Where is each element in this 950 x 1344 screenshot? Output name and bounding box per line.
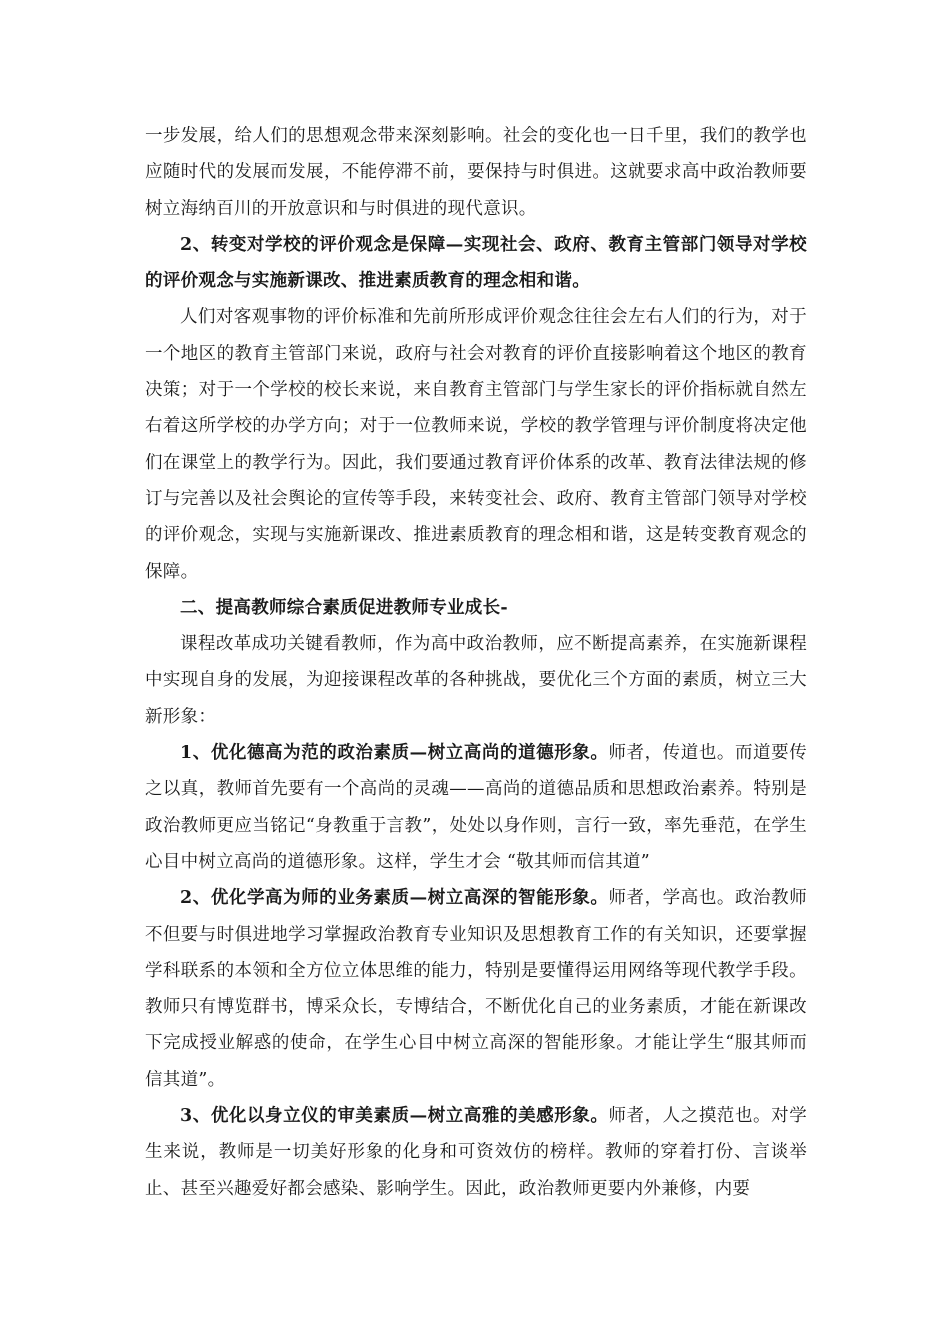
paragraph-text: 一步发展，给人们的思想观念带来深刻影响。社会的变化也一日千里，我们的教学也应随时代的发展而发展，不能停滞不前，要保持与时俱进。这就要求高中政治教师要树立海纳百川的开放意识和与时俱进的现代意识。 bbox=[145, 126, 807, 219]
section-heading-text: 二、提高教师综合素质促进教师专业成长- bbox=[180, 597, 508, 618]
section-heading-two bbox=[145, 590, 807, 626]
paragraph-lead: 2、优化学高为师的业务素质—树立高深的智能形象。 bbox=[180, 888, 609, 909]
paragraph-professional-quality bbox=[145, 880, 807, 1098]
paragraph-text: 师者，人之摸范也。对学生来说，教师是一切美好形象的化身和可资效仿的榜样。教师的穿着打份、言谈举止、甚至兴趣爱好都会感染、影响学生。因此，政治教师更要内外兼修，内要 bbox=[145, 1106, 807, 1199]
paragraph-evaluation bbox=[145, 299, 807, 589]
paragraph-subheading-2 bbox=[145, 227, 807, 300]
document-body bbox=[145, 118, 807, 1207]
paragraph-text: 师者，学高也。政治教师不但要与时俱进地学习掌握政治教育专业知识及思想教育工作的有关知识，还要掌握学科联系的本领和全方位立体思维的能力，特别是要懂得运用网络等现代教学手段。教师只有博览群书，博采众长，专博结合，不断优化自己的业务素质，才能在新课改下完成授业解惑的使命，在学生心目中树立高深的智能形象。才能让学生“服其师而信其道”。 bbox=[145, 888, 807, 1090]
paragraph-moral-quality bbox=[145, 735, 807, 880]
paragraph-text: 师者，传道也。而道要传之以真，教师首先要有一个高尚的灵魂——高尚的道德品质和思想政治素养。特别是政治教师更应当铭记“身教重于言教”，处处以身作则，言行一致，率先垂范，在学生心目中树立高尚的道德形象。这样，学生才会 “敬其师而信其道” bbox=[145, 743, 807, 872]
paragraph-lead: 3、优化以身立仪的审美素质—树立高雅的美感形象。 bbox=[180, 1106, 609, 1127]
subheading-text: 2、转变对学校的评价观念是保障—实现社会、政府、教育主管部门领导对学校的评价观念与实施新课改、推进素质教育的理念相和谐。 bbox=[145, 234, 807, 292]
paragraph-lead: 1、优化德高为范的政治素质—树立高尚的道德形象。 bbox=[180, 743, 609, 764]
paragraph-curriculum-reform bbox=[145, 626, 807, 735]
paragraph-text: 人们对客观事物的评价标准和先前所形成评价观念往往会左右人们的行为，对于一个地区的教育主管部门来说，政府与社会对教育的评价直接影响着这个地区的教育决策；对于一个学校的校长来说，来自教育主管部门与学生家长的评价指标就自然左右着这所学校的办学方向；对于一位教师来说，学校的教学管理与评价制度将决定他们在课堂上的教学行为。因此，我们要通过教育评价体系的改革、教育法律法规的修订与完善以及社会舆论的宣传等手段，来转变社会、政府、教育主管部门领导对学校的评价观念，实现与实施新课改、推进素质教育的理念相和谐，这是转变教育观念的保障。 bbox=[145, 307, 807, 582]
paragraph-text: 课程改革成功关键看教师，作为高中政治教师，应不断提高素养，在实施新课程中实现自身的发展，为迎接课程改革的各种挑战，要优化三个方面的素质，树立三大新形象： bbox=[145, 634, 807, 727]
paragraph-continuation bbox=[145, 118, 807, 227]
paragraph-aesthetic-quality bbox=[145, 1098, 807, 1207]
